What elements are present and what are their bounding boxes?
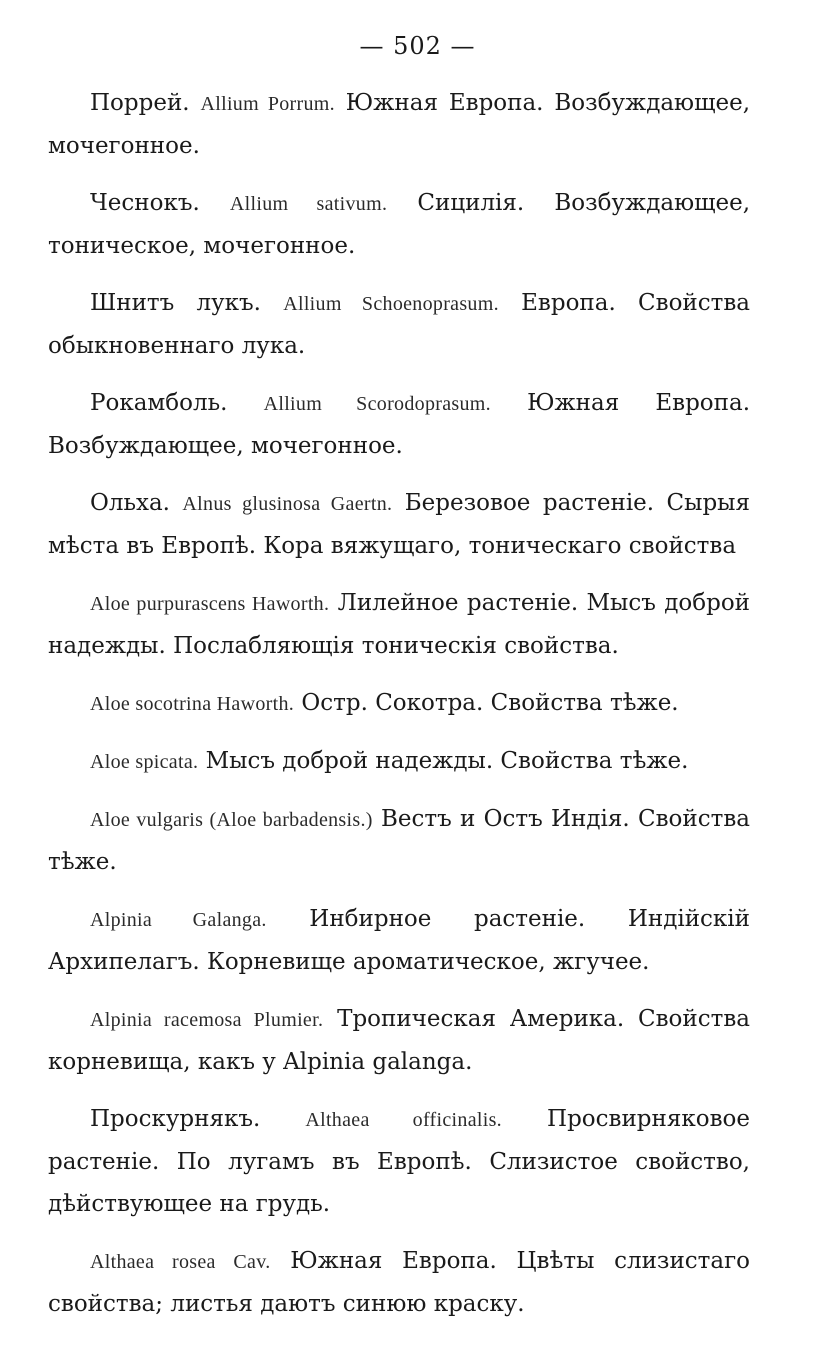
entry-aloe-vulgaris	[48, 798, 750, 883]
entry-description: Южная Европа. Цвѣты слизистаго свойства; листья даютъ синюю краску.	[48, 1248, 751, 1317]
entry-latin-name: Allium sativum.	[229, 193, 388, 215]
entry-description: Европа. Свойства обыкновеннаго лука.	[48, 290, 751, 359]
entry-aloe-purpurascens	[48, 582, 750, 667]
page-number: — 502 —	[359, 32, 476, 60]
entry-latin-name: Alpinia Galanga.	[90, 909, 267, 931]
entry-common-name: Чеснокъ.	[90, 190, 200, 216]
entry-common-name: Шнитъ лукъ.	[90, 290, 261, 316]
entry-list	[48, 82, 750, 1325]
entry-latin-name: Alpinia racemosa Plumier.	[90, 1009, 324, 1031]
entry-alnus	[48, 482, 750, 567]
entry-description: Южная Европа. Возбуждающее, мочегонное.	[48, 90, 751, 159]
entry-description: Остр. Сокотра. Свойства тѣже.	[301, 690, 679, 716]
entry-latin-name: Aloe vulgaris (Aloe barbadensis.)	[90, 809, 373, 831]
entry-porrum	[48, 82, 750, 167]
entry-common-name: Ольха.	[90, 490, 170, 516]
entry-latin-name: Allium Schoenoprasum.	[283, 293, 499, 315]
entry-scorodoprasum	[48, 382, 750, 467]
entry-althaea-officinalis	[48, 1098, 750, 1225]
entry-sativum	[48, 182, 750, 267]
entry-latin-name: Aloe socotrina Haworth.	[90, 693, 295, 715]
entry-common-name: Рокамболь.	[90, 390, 228, 416]
entry-latin-name: Althaea officinalis.	[305, 1109, 502, 1131]
entry-latin-name: Aloe spicata.	[90, 751, 199, 773]
entry-description: Мысъ доброй надежды. Свойства тѣже.	[205, 748, 689, 774]
entry-description: Южная Европа. Возбуждающее, мочегонное.	[48, 390, 751, 459]
entry-latin-name: Allium Scorodoprasum.	[263, 393, 491, 415]
entry-aloe-socotrina	[48, 682, 750, 725]
entry-common-name: Поррей.	[90, 90, 190, 116]
entry-schoenoprasum	[48, 282, 750, 367]
entry-alpinia-racemosa	[48, 998, 750, 1083]
entry-description: Вестъ и Остъ Индія. Свойства тѣже.	[48, 806, 750, 875]
entry-latin-name: Alnus glusinosa Gaertn.	[182, 493, 393, 515]
entry-aloe-spicata	[48, 740, 750, 783]
entry-description: Тропическая Америка. Свойства корневища, какъ у Alpinia galanga.	[48, 1006, 750, 1075]
entry-description: Лилейное растеніе. Мысъ доброй надежды. Послабляющія тоническія свойства.	[48, 590, 750, 659]
entry-althaea-rosea	[48, 1240, 750, 1325]
entry-latin-name: Althaea rosea Cav.	[90, 1251, 271, 1273]
entry-latin-name: Aloe purpurascens Haworth.	[90, 593, 330, 615]
entry-description: Инбирное растеніе. Индійскій Архипелагъ. Корневище ароматическое, жгучее.	[48, 906, 750, 975]
entry-latin-name: Allium Porrum.	[200, 93, 335, 115]
entry-description: Березовое растеніе. Сырыя мѣста въ Европѣ. Кора вяжущаго, тоническаго свойства	[48, 490, 750, 559]
entry-description: Сицилія. Возбуждающее, тоническое, мочегонное.	[48, 190, 751, 259]
entry-description: Просвирняковое растеніе. По лугамъ въ Европѣ. Слизистое свойство, дѣйствующее на грудь.	[48, 1106, 750, 1217]
entry-alpinia-galanga	[48, 898, 750, 983]
entry-common-name: Проскурнякъ.	[90, 1106, 261, 1132]
